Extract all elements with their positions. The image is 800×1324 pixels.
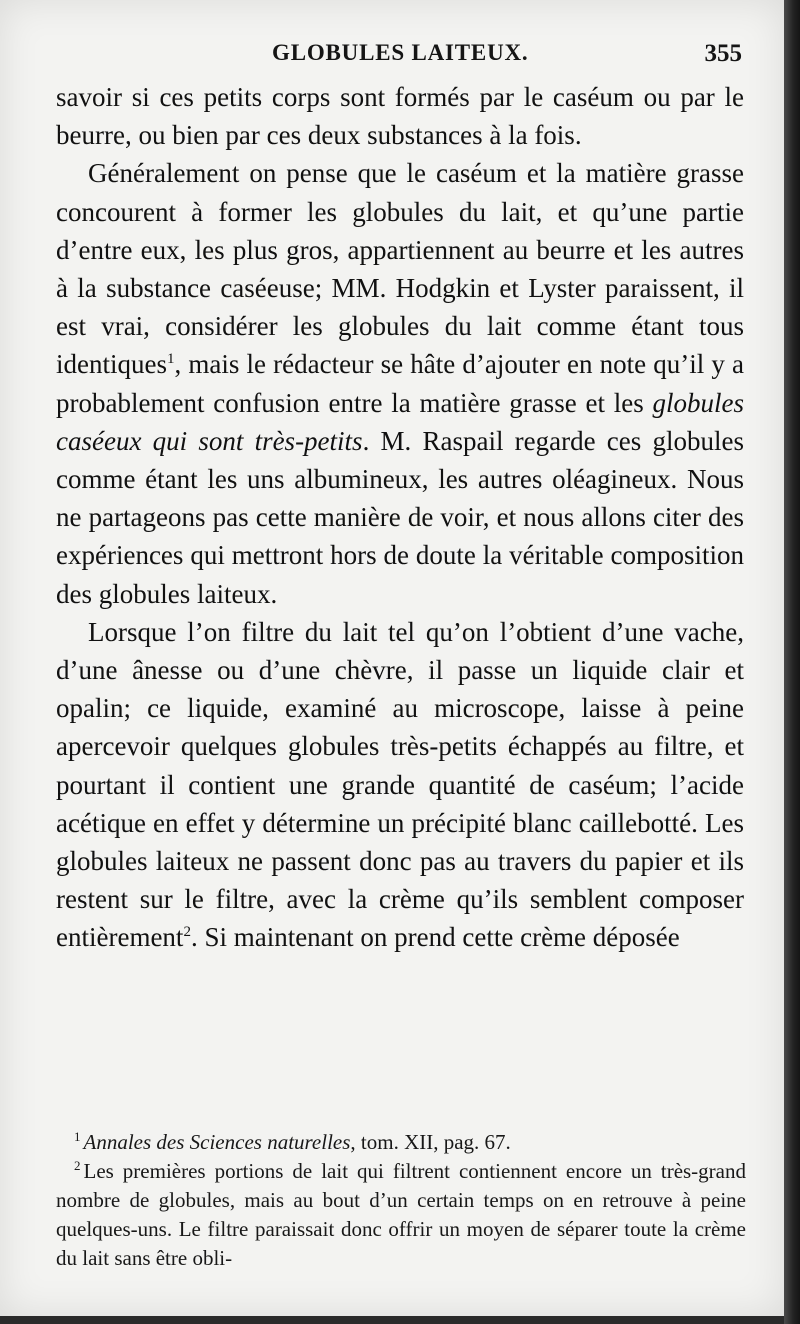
paragraph-3	[56, 613, 744, 957]
paragraph-2-text-end: . M. Raspail regarde ces globules comme étant les uns albumineux, les autres oléagineux. Nous ne partageons pas cette manière de voir, et nous allons citer des expériences qui mettront hors de doute la véritable composition des globules laiteux.	[56, 425, 744, 609]
page-number: 355	[704, 40, 742, 67]
page-bottom-edge	[0, 1316, 784, 1324]
footnote-2-text: Les premières portions de lait qui filtrent contiennent encore un très-grand nombre de globules, mais au bout d’un certain temps on en retrouve à peine quelques-uns. Le filtre paraissait donc offrir un moyen de séparer toute la crème du lait sans être obli-	[56, 1159, 746, 1270]
footnote-1-citation: , tom. XII, pag. 67.	[350, 1130, 511, 1154]
paragraph-3-text-end: . Si maintenant on prend cette crème déposée	[190, 922, 680, 953]
footnote-1-marker: 1	[74, 1129, 81, 1144]
page-header	[56, 40, 742, 74]
paragraph-2	[56, 154, 744, 612]
footnote-ref-1: 1	[166, 351, 175, 368]
running-title: GLOBULES LAITEUX.	[272, 40, 529, 65]
paragraph-1	[56, 78, 744, 154]
footnote-2	[56, 1157, 746, 1273]
footnotes	[56, 1128, 746, 1273]
italic-phrase: globules caséeux qui sont très-petits	[56, 387, 744, 456]
footnote-2-marker: 2	[74, 1158, 81, 1173]
paragraph-3-text: Lorsque l’on filtre du lait tel qu’on l’obtient d’une vache, d’une ânesse ou d’une chèvre, il passe un liquide clair et opalin; ce liquide, examiné au microscope, laisse à peine apercevoir quelques globules très-petits échappés au filtre, et pourtant il contient une grande quantité de caséum; l’acide acétique en effet y détermine un précipité blanc caillebotté. Les globules laiteux ne passent donc pas au travers du papier et ils restent sur le filtre, avec la crème qu’ils semblent composer entièrement	[56, 616, 744, 953]
page-edge-shadow	[784, 0, 800, 1324]
footnote-ref-2: 2	[183, 924, 191, 941]
footnote-1	[56, 1128, 746, 1157]
footnote-1-source: Annales des Sciences naturelles	[83, 1130, 351, 1154]
paragraph-2-text-middle: , mais le rédacteur se hâte d’ajouter en note qu’il y a probablement confusion entre la matière grasse et les	[56, 349, 744, 418]
paragraph-2-text-start: Généralement on pense que le caséum et la matière grasse concourent à former les globules du lait, et qu’une partie d’entre eux, les plus gros, appartiennent au beurre et les autres à la substance caséeuse; MM. Hodgkin et Lyster paraissent, il est vrai, considérer les globules du lait comme étant tous identiques	[56, 158, 744, 380]
main-text	[56, 78, 744, 957]
paragraph-1-text: savoir si ces petits corps sont formés par le caséum ou par le beurre, ou bien par ces deux substances à la fois.	[56, 82, 744, 151]
